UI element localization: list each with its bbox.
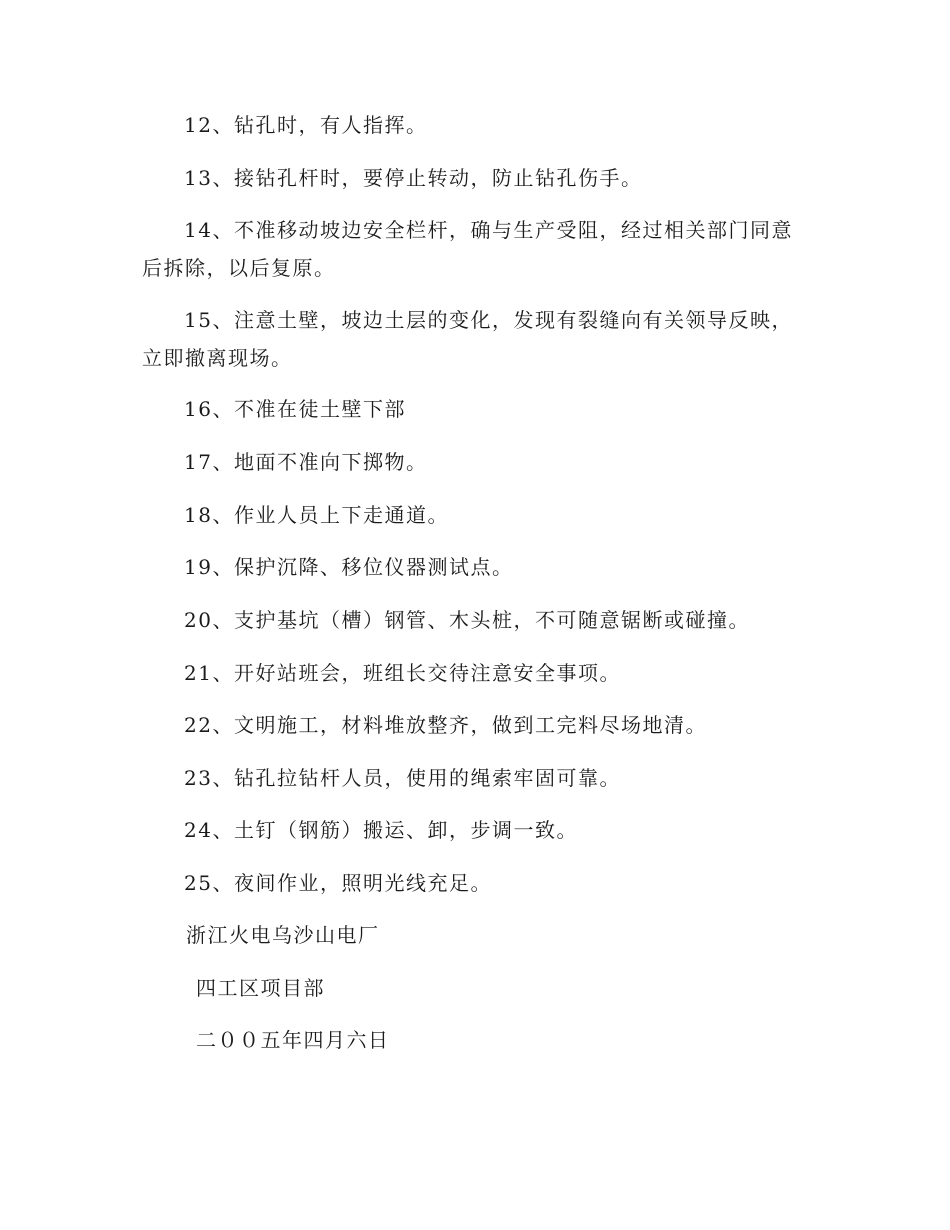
signature-department: 四工区项目部 [196, 976, 325, 1000]
list-item-23: 23、钻孔拉钻杆人员，使用的绳索牢固可靠。 [184, 766, 621, 790]
signature-organization: 浙江火电乌沙山电厂 [186, 923, 380, 947]
list-item-16: 16、不准在徒土壁下部 [184, 397, 406, 421]
signature-date: 二００五年四月六日 [196, 1028, 390, 1052]
list-item-25: 25、夜间作业，照明光线充足。 [184, 871, 492, 895]
list-item-24: 24、土钉（钢筋）搬运、卸，步调一致。 [184, 818, 578, 842]
list-item-15: 15、注意土壁，坡边土层的变化，发现有裂缝向有关领导反映，立即撤离现场。 [142, 308, 793, 370]
list-item-19: 19、保护沉降、移位仪器测试点。 [184, 555, 514, 579]
list-item-21: 21、开好站班会，班组长交待注意安全事项。 [184, 661, 621, 685]
list-item-22: 22、文明施工，材料堆放整齐，做到工完料尽场地清。 [184, 713, 707, 737]
list-item-17: 17、地面不准向下掷物。 [184, 450, 428, 474]
list-item-12: 12、钻孔时，有人指挥。 [184, 113, 428, 137]
list-item-14: 14、不准移动坡边安全栏杆，确与生产受阻，经过相关部门同意后拆除，以后复原。 [142, 218, 793, 280]
list-item-13: 13、接钻孔杆时，要停止转动，防止钻孔伤手。 [184, 166, 643, 190]
list-item-20: 20、支护基坑（槽）钢管、木头桩，不可随意锯断或碰撞。 [184, 608, 750, 632]
list-item-18: 18、作业人员上下走通道。 [184, 503, 449, 527]
